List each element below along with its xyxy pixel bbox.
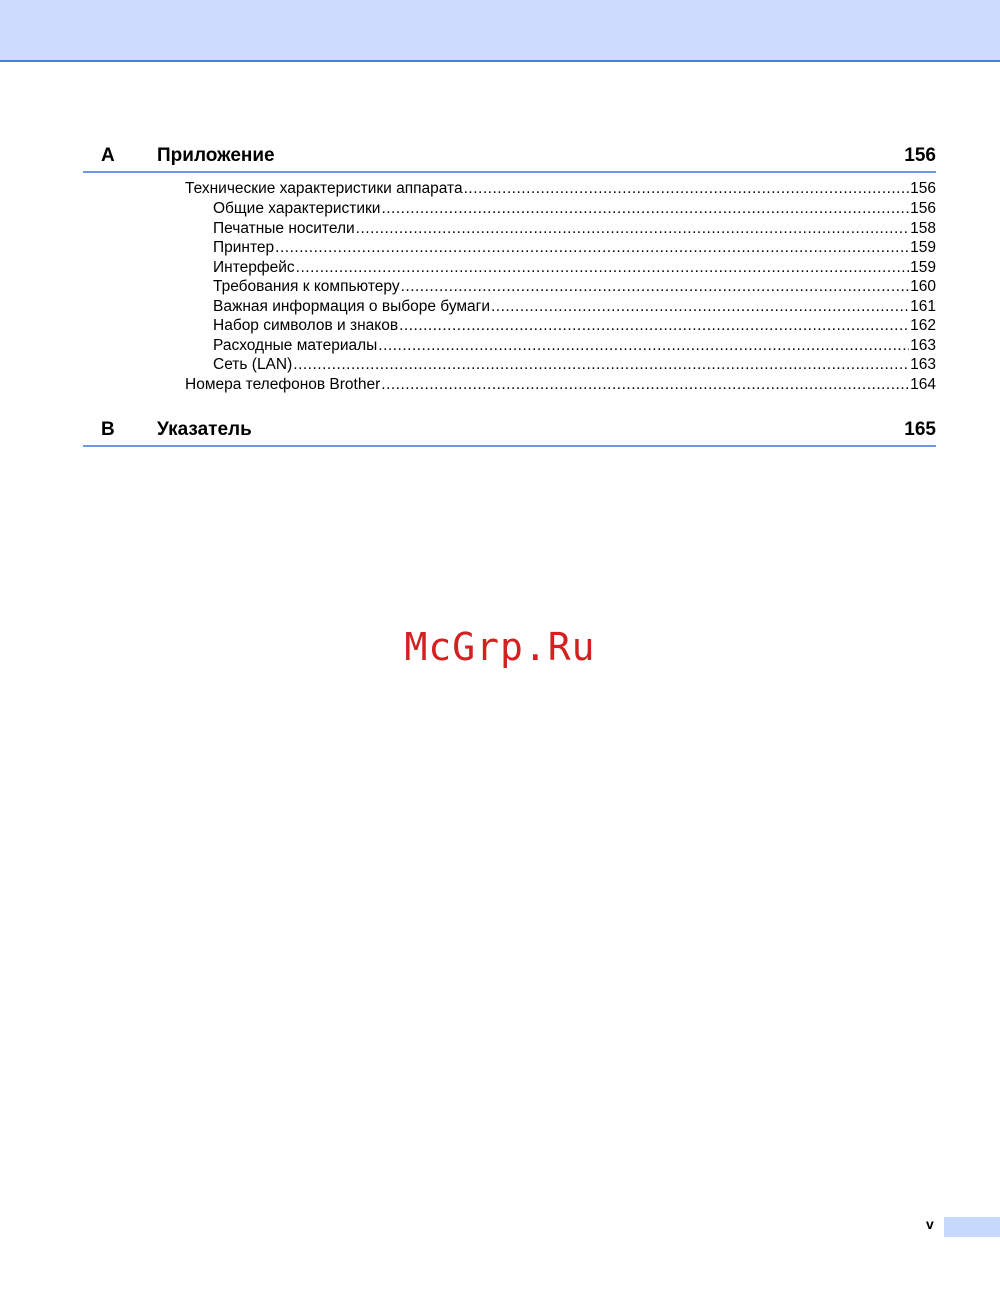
toc-entry-page: 158: [910, 219, 936, 237]
toc-entry-label: Номера телефонов Brother: [185, 375, 381, 393]
watermark: McGrp.Ru: [404, 625, 596, 669]
toc-entry-page: 156: [910, 180, 936, 197]
dot-leader: [293, 356, 909, 374]
toc-entry[interactable]: [213, 317, 936, 337]
toc-entry-page: 159: [910, 258, 936, 276]
section-page-number: 165: [904, 419, 936, 440]
toc-entry[interactable]: [213, 239, 936, 259]
section-title: Указатель: [157, 419, 252, 440]
toc-entry-label: Расходные материалы: [213, 336, 378, 354]
toc-entry-page: 160: [910, 278, 936, 295]
section-header-b[interactable]: [83, 415, 936, 447]
toc-entry-label: Важная информация о выборе бумаги: [213, 297, 490, 315]
toc-entry-page: 163: [910, 336, 936, 354]
footer-page-number: v: [926, 1216, 934, 1232]
toc-entry-label: Общие характеристики: [213, 200, 381, 217]
dot-leader: [275, 239, 909, 257]
toc-entry-label: Принтер: [213, 239, 275, 256]
toc-entry-label: Набор символов и знаков: [213, 317, 399, 334]
toc-entry-page: 163: [910, 356, 936, 373]
header-band: [0, 0, 1000, 62]
dot-leader: [399, 317, 909, 335]
dot-leader: [378, 337, 909, 355]
toc-entry[interactable]: [185, 180, 936, 200]
dot-leader: [381, 376, 909, 394]
toc-entry-page: 159: [910, 239, 936, 256]
dot-leader: [296, 259, 909, 277]
section-page-number: 156: [904, 145, 936, 166]
toc-entry-label: Требования к компьютеру: [213, 278, 400, 295]
toc-entry-label: Печатные носители: [213, 219, 355, 237]
toc-entry[interactable]: [185, 376, 936, 396]
toc-entry-page: 162: [910, 317, 936, 334]
footer-tab: [944, 1217, 1000, 1237]
dot-leader: [491, 298, 909, 316]
dot-leader: [464, 180, 910, 198]
toc-entry[interactable]: [213, 259, 936, 279]
section-header-a[interactable]: [83, 141, 936, 173]
toc-entry[interactable]: [213, 278, 936, 298]
toc-entry-label: Интерфейс: [213, 258, 295, 276]
toc-entry[interactable]: [213, 356, 936, 376]
section-letter: B: [101, 419, 115, 440]
dot-leader: [381, 200, 909, 218]
toc-entry[interactable]: [213, 220, 936, 240]
dot-leader: [401, 278, 910, 296]
dot-leader: [356, 220, 909, 238]
section-title: Приложение: [157, 145, 275, 166]
section-letter: A: [101, 145, 115, 166]
toc-entry-label: Технические характеристики аппарата: [185, 180, 463, 197]
toc-entry[interactable]: [213, 298, 936, 318]
toc-entry[interactable]: [213, 200, 936, 220]
toc-entry-label: Сеть (LAN): [213, 356, 293, 373]
toc-entry[interactable]: [213, 337, 936, 357]
toc-entry-page: 161: [910, 297, 936, 315]
toc-entry-page: 164: [910, 375, 936, 393]
toc-entry-page: 156: [910, 200, 936, 217]
